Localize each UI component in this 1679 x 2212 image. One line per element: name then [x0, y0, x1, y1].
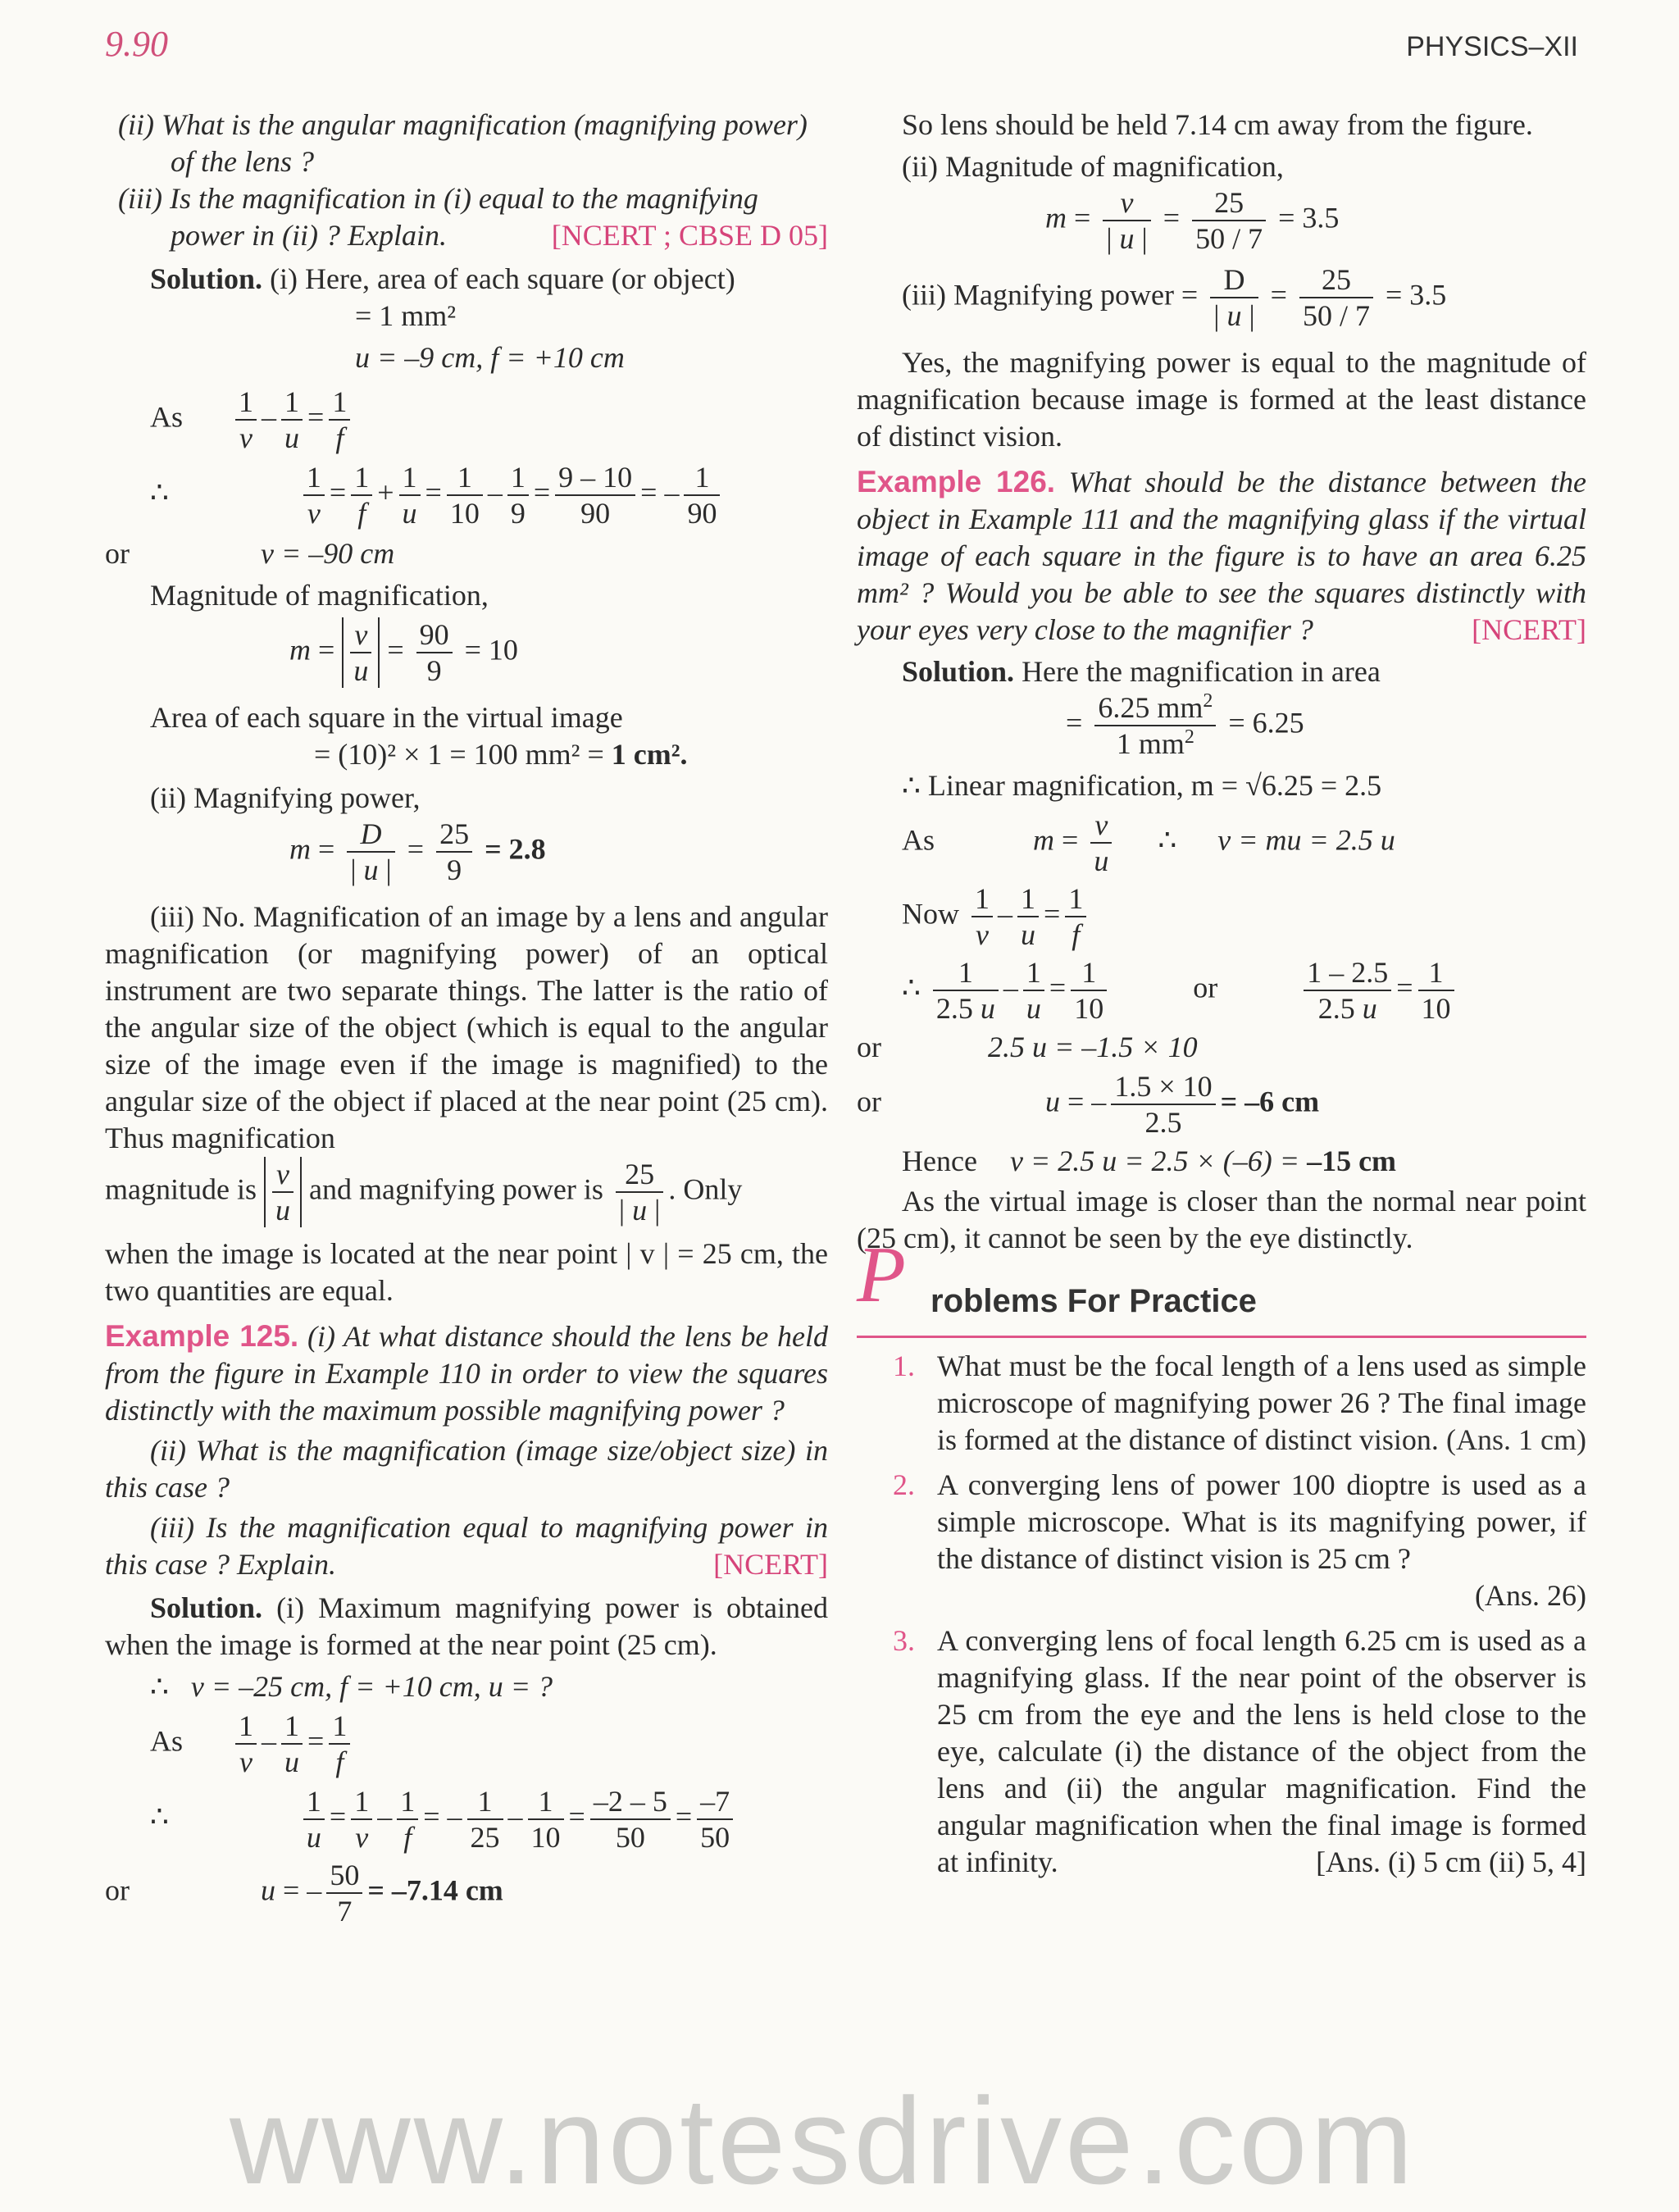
problems-title: roblems For Practice	[931, 1283, 1257, 1319]
linear-magnification: ∴ Linear magnification, m = √6.25 = 2.5	[902, 769, 1382, 802]
ncert-ref: [NCERT ; CBSE D 05]	[551, 219, 828, 252]
solution-125: Solution. (i) Maximum magnifying power is obtained when the image is formed at the near point (25 cm).	[105, 1591, 828, 1661]
magnitude-comparison: magnitude is $\frac{v}{u}$ and magnifying power is $\frac{25}{| u |}$ . Only	[105, 1158, 743, 1227]
yes-text: Yes, the magnifying power is equal to the magnitude of magnification because image is formed at the least distance of distinct vision.	[857, 346, 1586, 453]
solve-u: ∴ $\frac{1}{u}$ = $\frac{1}{v}$ – $\frac{1}{f}$ = – $\frac{1}{25}$ – $\frac{1}{10}$ = $\frac{-2 - 5}{50}$ = $\frac{-7}{50}$	[105, 1784, 828, 1855]
mp-label: (ii) Magnifying power,	[150, 781, 421, 814]
example-125-q2: (ii) What is the magnification (image size/object size) in this case ?	[105, 1434, 828, 1504]
eq-or-1: or 2.5 u = –1.5 × 10	[857, 1031, 1198, 1063]
v-result: or v = –90 cm	[105, 537, 395, 570]
example-126: Example 126. What should be the distance between the object in Example 111 and the magnifying glass if the virtual image of each square in the figure is to have an area 6.25 mm² ? Would you be able to see the squares distinctly with your eyes very close to the magnifier ? [NCERT]	[857, 465, 1587, 646]
lens-formula: As $\frac{1}{v}$ – $\frac{1}{u}$ = $\frac{1}{f}$	[105, 385, 828, 455]
hence-eq: Hence v = 2.5 u = 2.5 × (–6) = –15 cm	[902, 1145, 1397, 1177]
substitute-eq: ∴ $\frac{1}{2.5 u}$ – $\frac{1}{u}$ = $\frac{1}{10}$ or $\frac{1 - 2.5}{2.5 u}$ = $\frac{1}{10}$	[857, 955, 1586, 1026]
area-image-eq: = (10)² × 1 = 100 mm² = 1 cm².	[314, 738, 688, 771]
closer-text: As the virtual image is closer than the normal near point (25 cm), it cannot be seen by the eye distinctly.	[857, 1185, 1586, 1254]
u-result: or u = – $\frac{50}{7}$ = –7.14 cm	[105, 1859, 503, 1928]
problem-item: 3. A converging lens of focal length 6.25 cm is used as a magnifying glass. If the near point of the observer is 25 cm from the eye and the lens is held close to the eye, calculate (i) the distance of the object from the lens and (ii) the angular magnification. Find the angular magnification when the final image is formed at infinity. [Ans. (i) 5 cm (ii) 5, 4]	[893, 1624, 1586, 1878]
u-f-values: u = –9 cm, f = +10 cm	[355, 341, 625, 374]
lens-formula-2: As $\frac{1}{v}$ – $\frac{1}{u}$ = $\frac{1}{f}$	[105, 1709, 828, 1779]
right-column	[857, 107, 1586, 1881]
mag2-label: (ii) Magnitude of magnification,	[902, 150, 1284, 183]
magnification-eq: m = $\frac{v}{u}$ = $\frac{90}{9}$ = 10	[289, 618, 518, 687]
explanation-iii: (iii) No. Magnification of an image by a lens and angular magnification (or magnifying power) of an optical instrument are two separate things. The latter is the ratio of the angular size of the object (which is equal to the angular size of the image even if the image is magnified) to the angular size of the object if placed at the near point (25 cm). Thus magnification	[105, 900, 828, 1154]
question-ii: (ii) What is the angular magnification (magnifying power) of the lens ?	[118, 108, 808, 178]
lens-formula-3: Now $\frac{1}{v}$ – $\frac{1}{u}$ = $\frac{1}{f}$	[857, 881, 1586, 952]
running-head: PHYSICS–XII	[1406, 31, 1578, 62]
question-iii: (iii) Is the magnification in (i) equal to the magnifying power in (ii) ? Explain. [NCERT ; CBSE D 05]	[105, 180, 828, 254]
left-column	[105, 107, 828, 1928]
v-f-u-values: ∴ v = –25 cm, f = +10 cm, u = ?	[150, 1670, 553, 1703]
solution-126: Solution. Here the magnification in area	[902, 655, 1381, 688]
area-image-label: Area of each square in the virtual image	[150, 701, 623, 734]
problem-item: 1. What must be the focal length of a lens used as simple microscope of magnifying power 26 ? The final image is formed at the distance of distinct vision. (Ans. 1 cm)	[893, 1350, 1586, 1456]
example-125: Example 125. (i) At what distance should the lens be held from the figure in Example 110 in order to view the squares distinctly with the maximum possible magnifying power ?	[105, 1319, 829, 1427]
problems-heading	[857, 1231, 1586, 1338]
example-125-q3: (iii) Is the magnification equal to magnifying power in this case ? Explain. [NCERT]	[105, 1511, 828, 1581]
magnitude-label: Magnitude of magnification,	[150, 579, 489, 612]
area-equation: = 1 mm²	[355, 299, 457, 332]
mp-equation: m = $\frac{D}{| u |}$ = $\frac{25}{9}$ = 2.8	[289, 817, 546, 886]
held-text: So lens should be held 7.14 cm away from the figure.	[902, 108, 1533, 141]
when-text: when the image is located at the near point | v | = 25 cm, the two quantities are equal.	[105, 1237, 828, 1307]
page-number: 9.90	[105, 24, 168, 64]
mag2-eq: m = $\frac{v}{| u |}$ = $\frac{25}{50 / 7}$ = 3.5	[1045, 186, 1340, 255]
problems-initial: P	[857, 1231, 906, 1319]
watermark: www.notesdrive.com	[230, 2072, 1417, 2210]
problem-item: 2. A converging lens of power 100 dioptre is used as a simple microscope. What is its magnifying power, if the distance of distinct vision is 25 cm ? (Ans. 26)	[893, 1468, 1586, 1612]
m-v-u-relation: As m = $\frac{v}{u}$ ∴ v = mu = 2.5 u	[902, 808, 1395, 877]
solve-v: ∴ $\frac{1}{v}$ = $\frac{1}{f}$ + $\frac{1}{u}$ = $\frac{1}{10}$ – $\frac{1}{9}$ = $\frac{9 - 10}{90}$ = – $\frac{1}{90}$	[105, 460, 828, 530]
area-ratio: = $\frac{6.25 mm^2}{1 mm^2}$ = 6.25	[1066, 690, 1304, 760]
mp2-eq: (iii) Magnifying power = $\frac{D}{| u |}$ = $\frac{25}{50 / 7}$ = 3.5	[902, 263, 1447, 332]
u-result-2: or u = – $\frac{1.5 \times 10}{2.5}$ = –6 cm	[857, 1070, 1320, 1139]
solution-intro: Solution. (i) Here, area of each square (or object)	[150, 262, 735, 295]
